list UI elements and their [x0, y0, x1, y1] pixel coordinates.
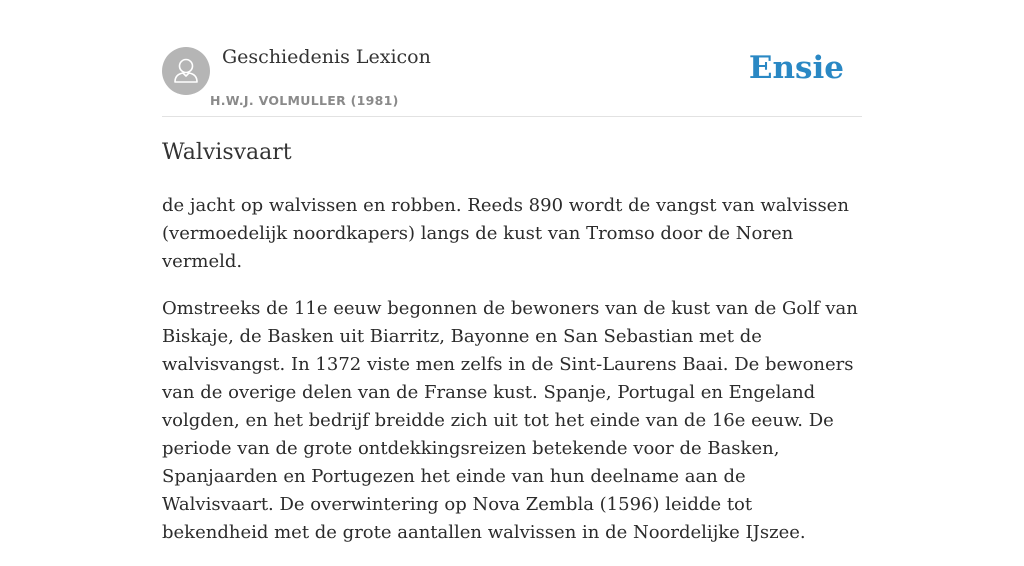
author-avatar[interactable]	[162, 47, 210, 95]
entry-paragraph: Omstreeks de 11e eeuw begonnen de bewoners van de kust van de Golf van Biskaje, de Basken uit Biarritz, Bayonne en San Sebastian met de walvisvangst. In 1372 viste men zelfs in de Sint-Laurens Baai. De bewoners van de overige delen van de Franse kust. Spanje, Portugal en Engeland volgden, en het bedrijf breidde zich uit tot het einde van de 16e eeuw. De periode van de grote ontdekkingsreizen betekende voor de Basken, Spanjaarden en Portugezen het einde van hun deelname aan de Walvisvaart. De overwintering op Nova Zembla (1596) leidde tot bekendheid met de grote aantallen walvissen in de Noordelijke IJszee.	[162, 298, 858, 543]
article-header	[162, 0, 862, 117]
article-page	[162, 0, 862, 543]
entry-paragraph: de jacht op walvissen en robben. Reeds 890 wordt de vangst van walvissen (vermoedelijk noordkapers) langs de kust van Tromso door de Noren vermeld.	[162, 195, 849, 272]
author-name[interactable]: H.W.J. VOLMULLER (1981)	[210, 93, 399, 108]
ensie-logo[interactable]: Ensie	[748, 50, 844, 86]
book-title-link[interactable]: Geschiedenis Lexicon	[222, 46, 431, 68]
entry-title: Walvisvaart	[162, 140, 292, 165]
entry-body	[162, 192, 862, 566]
user-icon	[162, 47, 210, 95]
